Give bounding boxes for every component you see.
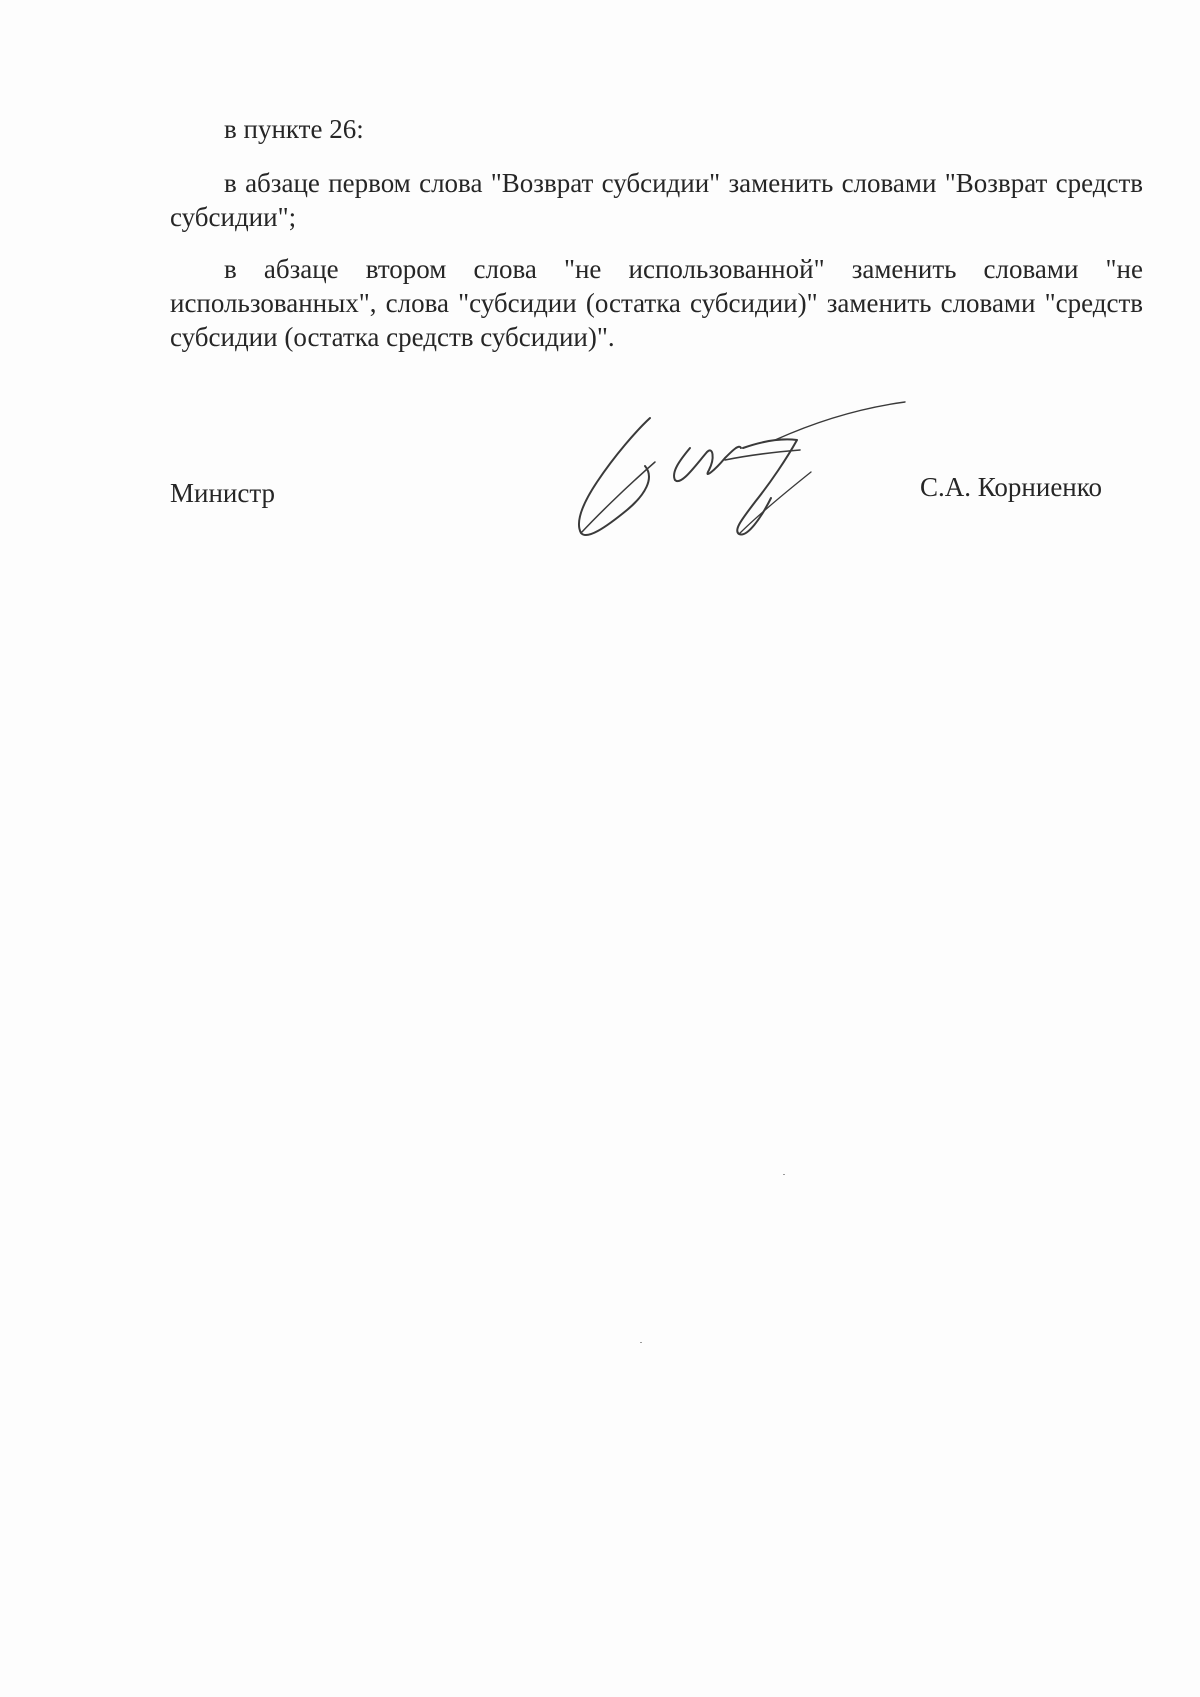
signatory-title: Министр (170, 478, 275, 508)
document-body (170, 112, 1143, 372)
paragraph-first-subparagraph: в абзаце первом слова "Возврат субсидии" заменить словами "Возврат средств субсидии"; (170, 168, 1143, 232)
scan-speck (783, 1174, 785, 1175)
scan-speck (640, 1342, 642, 1343)
paragraph-point-26: в пункте 26: (224, 114, 364, 144)
handwritten-signature (575, 400, 945, 550)
signatory-name: С.А. Корниенко (920, 472, 1102, 502)
paragraph-second-subparagraph: в абзаце втором слова "не использованной" заменить словами "не использованных", слова "субсидии (остатка субсидии)" заменить словами "средств субсидии (остатка средств субсидии)". (170, 254, 1143, 352)
